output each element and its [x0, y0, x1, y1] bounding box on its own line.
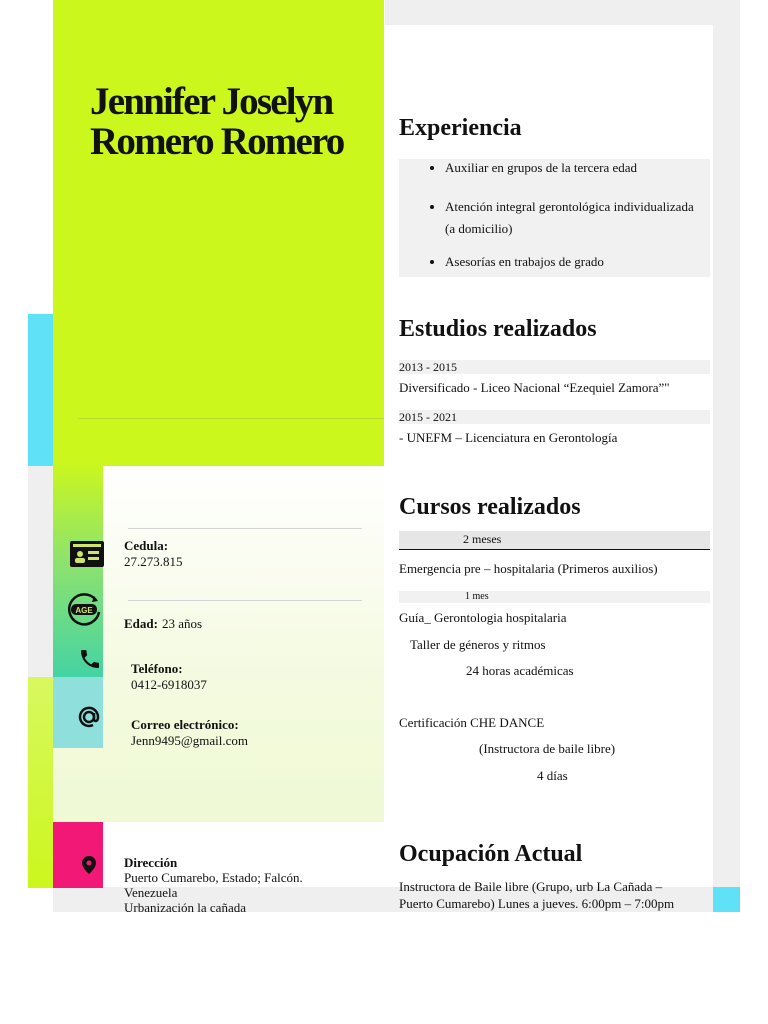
person-name	[90, 82, 390, 162]
svg-text:AGE: AGE	[75, 606, 93, 615]
cedula-value: 27.273.815	[124, 554, 183, 569]
curso-duration: 2 meses	[463, 532, 502, 546]
edad-label: Edad:	[124, 616, 158, 631]
telefono-block	[131, 661, 207, 693]
curso-duration: 1 mes	[465, 591, 489, 602]
curso-duration-bar	[399, 531, 710, 550]
edad-value: 23 años	[161, 616, 203, 631]
curso-name: Taller de géneros y ritmos	[410, 637, 546, 652]
divider-line	[128, 528, 362, 529]
estudios-title: Estudios realizados	[399, 316, 597, 342]
cedula-block	[124, 538, 183, 570]
cyan-accent-left	[28, 314, 53, 466]
cedula-label: Cedula:	[124, 538, 169, 553]
estudios-years: 2015 - 2021	[399, 410, 457, 424]
direccion-label: Dirección	[124, 855, 178, 870]
name-line1: Jennifer Joselyn	[90, 80, 333, 123]
ocupacion-title: Ocupación Actual	[399, 841, 583, 867]
estudios-desc: - UNEFM – Licenciatura en Gerontología	[399, 430, 618, 445]
direccion-line2: Venezuela	[124, 885, 178, 900]
location-pin-icon	[82, 856, 96, 874]
estudios-desc: Diversificado - Liceo Nacional “Ezequiel Zamora”"	[399, 380, 670, 395]
ocupacion-line1: Instructora de Baile libre (Grupo, urb La Cañada –	[399, 879, 663, 894]
cyan-accent-bottom-right	[713, 887, 740, 912]
direccion-line3: Urbanización la cañada	[124, 900, 246, 915]
name-line2: Romero Romero	[90, 120, 344, 163]
experiencia-list	[399, 157, 705, 290]
lime-header-block	[53, 0, 384, 466]
curso-detail: (Instructora de baile libre)	[479, 741, 616, 756]
curso-name: Certificación CHE DANCE	[399, 715, 545, 730]
list-item: • Asesorías en trabajos de grado	[445, 251, 705, 273]
curso-duration: 24 horas académicas	[466, 663, 574, 678]
correo-label: Correo electrónico:	[131, 717, 239, 732]
correo-block	[131, 717, 248, 749]
telefono-label: Teléfono:	[131, 661, 183, 676]
list-item: • Atención integral gerontológica individualizada (a domicilio)	[445, 196, 705, 240]
pink-address-block	[53, 822, 103, 888]
telefono-value: 0412-6918037	[131, 677, 207, 692]
estudios-years: 2013 - 2015	[399, 360, 457, 374]
edad-block	[124, 615, 202, 633]
curso-name: Guía_ Gerontologia hospitalaria	[399, 610, 567, 625]
correo-value: Jenn9495@gmail.com	[131, 733, 249, 748]
ocupacion-text	[399, 878, 674, 912]
direccion-block	[124, 855, 303, 915]
divider-line	[128, 600, 362, 601]
icon-gradient-column	[53, 462, 103, 677]
email-at-icon	[76, 704, 102, 730]
id-card-icon	[69, 540, 105, 568]
cursos-title: Cursos realizados	[399, 494, 581, 520]
phone-icon	[78, 647, 102, 671]
estudios-years-bar	[399, 410, 710, 424]
lime-lower-strip	[28, 677, 53, 888]
list-item: • Auxiliar en grupos de la tercera edad	[445, 157, 705, 179]
direccion-line1: Puerto Cumarebo, Estado; Falcón.	[124, 870, 303, 885]
divider-line	[78, 418, 384, 419]
curso-duration-bar	[399, 591, 710, 603]
curso-name: Emergencia pre – hospitalaria (Primeros auxilios)	[399, 561, 658, 576]
curso-duration: 4 días	[537, 768, 568, 783]
estudios-years-bar	[399, 360, 710, 374]
experiencia-title: Experiencia	[399, 115, 522, 141]
age-icon	[66, 592, 104, 626]
ocupacion-line2: Puerto Cumarebo) Lunes a jueves. 6:00pm – 7:00pm	[399, 896, 675, 911]
